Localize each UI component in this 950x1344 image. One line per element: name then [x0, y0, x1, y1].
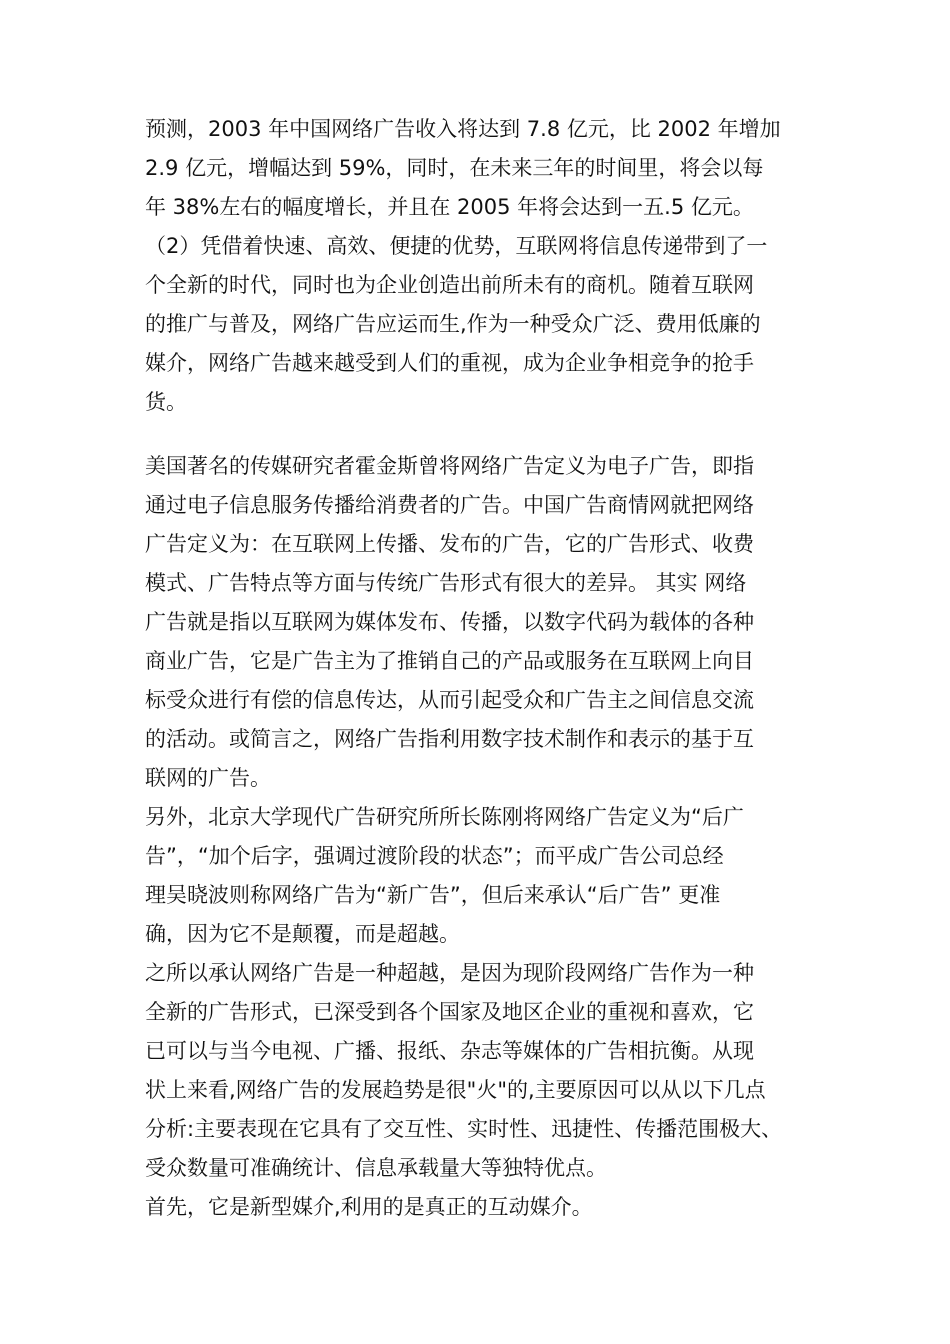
text-line: 货。: [145, 390, 187, 414]
text-line: 联网的广告。: [145, 766, 271, 790]
text-line: 全新的广告形式，已深受到各个国家及地区企业的重视和喜欢，它: [145, 1000, 754, 1024]
paragraph-4: [145, 798, 815, 954]
text-line: 受众数量可准确统计、信息承载量大等独特优点。: [145, 1156, 607, 1180]
text-line: 告”，“加个后字，强调过渡阶段的状态”；而平成广告公司总经: [145, 844, 724, 868]
paragraph-1: [145, 110, 815, 227]
paragraph-5: [145, 954, 815, 1188]
text-line: 美国著名的传媒研究者霍金斯曾将网络广告定义为电子广告，即指: [145, 454, 754, 478]
text-line: 之所以承认网络广告是一种超越，是因为现阶段网络广告作为一种: [145, 961, 754, 985]
text-line: 已可以与当今电视、广播、报纸、杂志等媒体的广告相抗衡。从现: [145, 1039, 754, 1063]
text-line: 状上来看,网络广告的发展趋势是很"火"的,主要原因可以从以下几点: [145, 1078, 766, 1102]
text-line: 2.9 亿元，增幅达到 59%，同时，在未来三年的时间里，将会以每: [145, 156, 764, 180]
text-line: 的活动。或简言之，网络广告指利用数字技术制作和表示的基于互: [145, 727, 754, 751]
text-line: 确，因为它不是颠覆，而是超越。: [145, 922, 460, 946]
text-line: 另外，北京大学现代广告研究所所长陈刚将网络广告定义为“后广: [145, 805, 744, 829]
text-line: （2）凭借着快速、高效、便捷的优势，互联网将信息传递带到了一: [145, 234, 768, 258]
text-line: 模式、广告特点等方面与传统广告形式有很大的差异。 其实 网络: [145, 571, 747, 595]
text-line: 首先，它是新型媒介,利用的是真正的互动媒介。: [145, 1195, 593, 1219]
paragraph-2: [145, 227, 815, 422]
text-line: 商业广告，它是广告主为了推销自己的产品或服务在互联网上向目: [145, 649, 754, 673]
text-line: 媒介，网络广告越来越受到人们的重视，成为企业争相竞争的抢手: [145, 351, 754, 375]
text-line: 通过电子信息服务传播给消费者的广告。中国广告商情网就把网络: [145, 493, 754, 517]
paragraph-6: [145, 1188, 815, 1227]
text-line: 理吴晓波则称网络广告为“新广告”，但后来承认“后广告” 更准: [145, 883, 721, 907]
text-line: 广告定义为：在互联网上传播、发布的广告，它的广告形式、收费: [145, 532, 754, 556]
text-line: 个全新的时代，同时也为企业创造出前所未有的商机。随着互联网: [145, 273, 754, 297]
text-line: 分析:主要表现在它具有了交互性、实时性、迅捷性、传播范围极大、: [145, 1117, 783, 1141]
text-line: 广告就是指以互联网为媒体发布、传播，以数字代码为载体的各种: [145, 610, 754, 634]
text-line: 的推广与普及，网络广告应运而生,作为一种受众广泛、费用低廉的: [145, 312, 761, 336]
text-line: 标受众进行有偿的信息传达，从而引起受众和广告主之间信息交流: [145, 688, 754, 712]
text-line: 预测，2003 年中国网络广告收入将达到 7.8 亿元，比 2002 年增加: [145, 117, 781, 141]
text-line: 年 38%左右的幅度增长，并且在 2005 年将会达到一五.5 亿元。: [145, 195, 754, 219]
paragraph-3: [145, 447, 815, 798]
